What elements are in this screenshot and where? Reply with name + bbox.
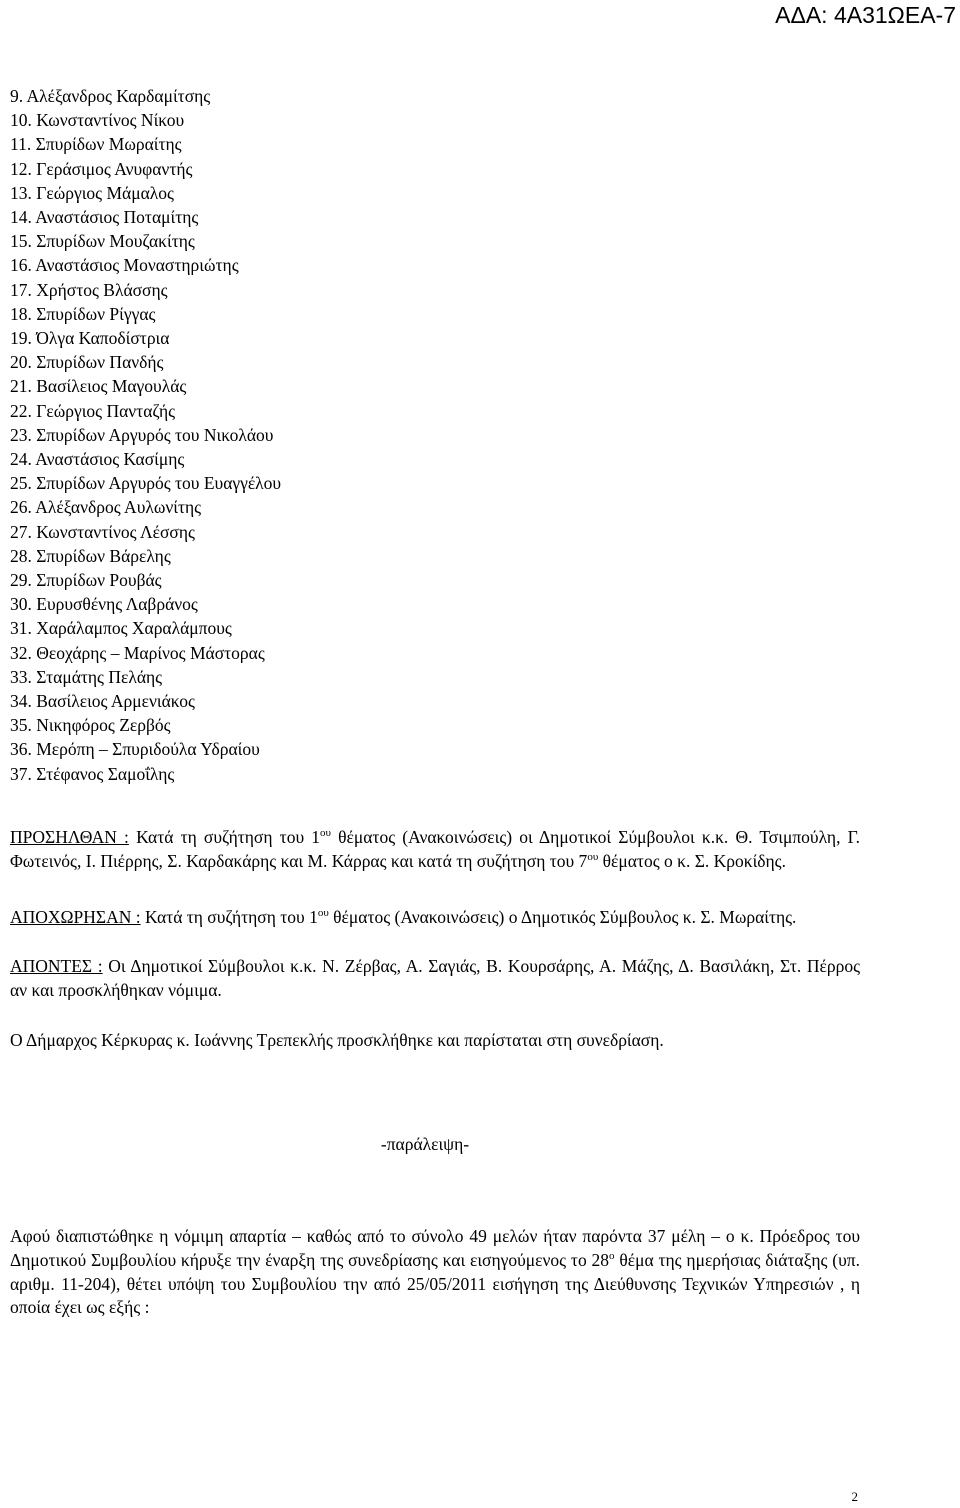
list-item: 31. Χαράλαμπος Χαραλάμπους [10,618,232,639]
list-item: 26. Αλέξανδρος Αυλωνίτης [10,497,202,518]
departures-text: Κατά τη συζήτηση του 1 [140,907,318,927]
list-item: 11. Σπυρίδων Μωραίτης [10,134,182,155]
list-item: 9. Αλέξανδρος Καρδαμίτσης [10,86,211,106]
arrivals-text: Κατά τη συζήτηση του 1 [128,827,321,847]
list-item: 29. Σπυρίδων Ρουβάς [10,570,162,591]
list-item: 14. Αναστάσιος Ποταμίτης [10,207,199,228]
list-item: 30. Ευρυσθένης Λαβράνος [10,594,198,615]
arrivals-label: ΠΡΟΣΗΛΘΑΝ : [10,827,129,847]
ordinal-suffix: ο [609,1249,615,1262]
list-item: 27. Κωνσταντίνος Λέσσης [10,521,195,542]
quorum-paragraph [10,1225,860,1320]
arrivals-text: θέματος ο κ. Σ. Κροκίδης. [598,850,786,871]
list-item: 25. Σπυρίδων Αργυρός του Ευαγγέλου [10,473,282,494]
list-item: 24. Αναστάσιος Κασίμης [10,449,185,470]
list-item: 36. Μερόπη – Σπυριδούλα Υδραίου [10,739,260,760]
page-number: 2 [851,1489,858,1504]
list-item: 23. Σπυρίδων Αργυρός του Νικολάου [10,424,274,445]
list-item: 34. Βασίλειος Αρμενιάκος [10,691,195,712]
list-item: 35. Νικηφόρος Ζερβός [10,715,171,736]
arrivals-text: θέματος (Ανακοινώσεις) οι Δημοτικοί Σύμβουλοι κ.κ. Θ. Τσιμπούλη, Γ. Φωτεινός, Ι. Πιέρρης, Σ. Καρδακάρης και Μ. Κάρρας και κατά τη συζήτηση του 7 [10,827,860,871]
list-item: 12. Γεράσιμος Ανυφαντής [10,158,193,179]
quorum-text: Αφού διαπιστώθηκε η νόμιμη απαρτία – καθώς από το σύνολο 49 μελών ήταν παρόντα 37 μέλη – ο κ. Πρόεδρος του Δημοτικού Συμβουλίου κήρυξε την έναρξη της συνεδρίασης και εισηγούμενος το 28 [10,1226,860,1270]
departures-label: ΑΠΟΧΩΡΗΣΑΝ : [10,907,141,927]
members-list [10,84,281,786]
list-item: 21. Βασίλειος Μαγουλάς [10,376,187,397]
list-item: 16. Αναστάσιος Μοναστηριώτης [10,255,239,276]
list-item: 33. Σταμάτης Πελάης [10,666,163,687]
ordinal-suffix: ου [320,827,331,839]
list-item: 19. Όλγα Καποδίστρια [10,328,170,349]
list-item: 17. Χρήστος Βλάσσης [10,279,168,300]
absent-text: Οι Δημοτικοί Σύμβουλοι κ.κ. Ν. Ζέρβας, Α. Σαγιάς, Β. Κουρσάρης, Α. Μάζης, Δ. Βασιλάκη, Στ. Πέρρος αν και προσκλήθηκαν νόμιμα. [10,956,860,1000]
list-item: 10. Κωνσταντίνος Νίκου [10,110,185,131]
absent-label: ΑΠΟΝΤΕΣ : [10,956,103,976]
mayor-paragraph: Ο Δήμαρχος Κέρκυρας κ. Ιωάννης Τρεπεκλής προσκλήθηκε και παρίσταται στη συνεδρίαση. [10,1030,664,1050]
list-item: 18. Σπυρίδων Ρίγγας [10,303,156,324]
absent-paragraph [10,955,860,1003]
quorum-text: θέμα της ημερήσιας διάταξης (υπ. αριθμ. 11-204), θέτει υπόψη του Συμβουλίου την από 25/05/2011 εισήγηση της Διεύθυνσης Τεχνικών Υπηρεσιών , η οποία έχει ως εξής : [10,1249,860,1318]
departures-paragraph [10,906,860,930]
list-item: 28. Σπυρίδων Βάρελης [10,545,171,566]
omission-marker: -παράλειψη- [380,1134,470,1154]
ada-code: ΑΔΑ: 4Α31ΩΕΑ-7 [775,2,956,28]
ordinal-suffix: ου [317,907,329,919]
list-item: 37. Στέφανος Σαμοΐλης [10,763,175,784]
list-item: 22. Γεώργιος Πανταζής [10,400,176,421]
list-item: 15. Σπυρίδων Μουζακίτης [10,231,195,252]
list-item: 32. Θεοχάρης – Μαρίνος Μάστορας [10,642,265,663]
departures-text: θέματος (Ανακοινώσεις) ο Δημοτικός Σύμβουλος κ. Σ. Μωραίτης. [328,907,797,927]
list-item: 13. Γεώργιος Μάμαλος [10,182,174,203]
arrivals-paragraph [10,826,860,874]
list-item: 20. Σπυρίδων Πανδής [10,352,164,373]
ordinal-suffix: ου [587,850,599,863]
